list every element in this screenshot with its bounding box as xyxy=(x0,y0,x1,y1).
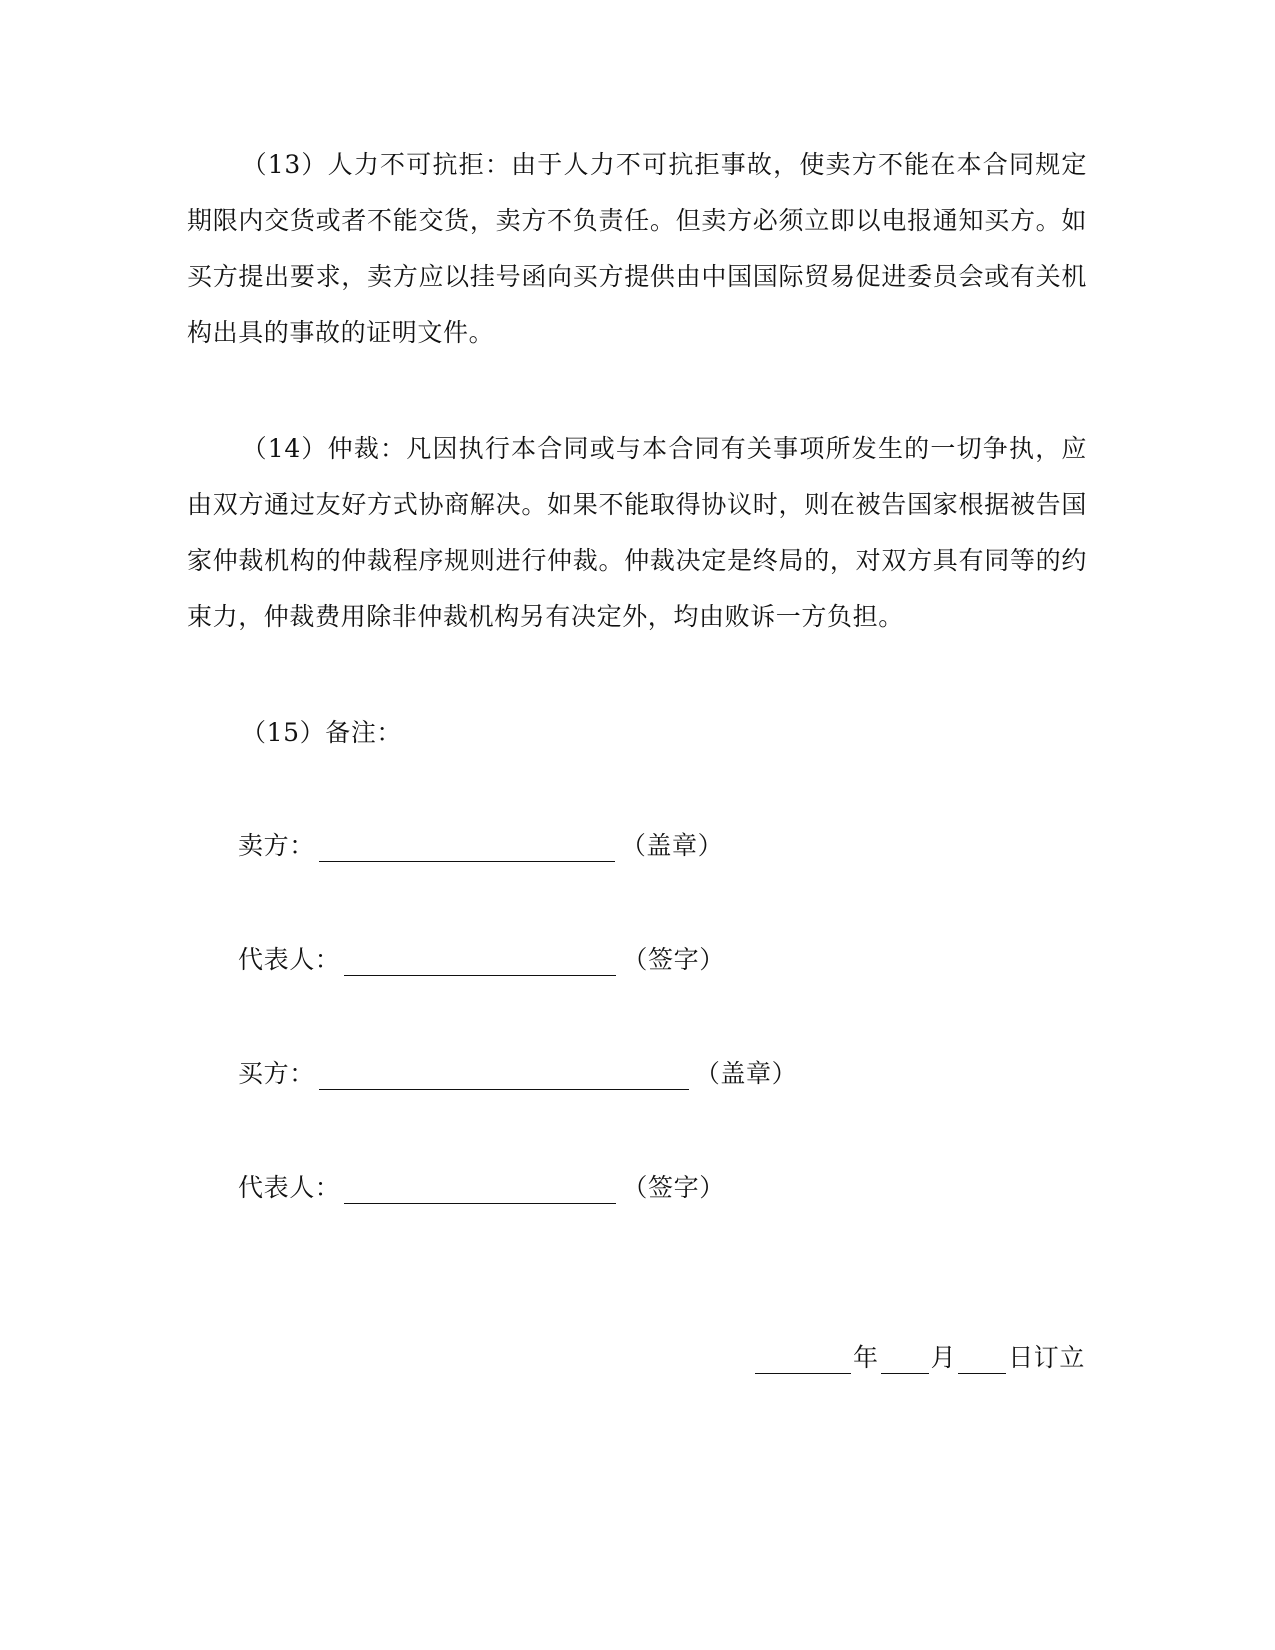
seller-seal-note: （盖章） xyxy=(620,831,724,860)
buyer-seal-note: （盖章） xyxy=(694,1059,798,1088)
date-row xyxy=(753,1340,1085,1376)
clause-number: （14） xyxy=(241,434,328,463)
clause-15-remarks xyxy=(187,705,1087,761)
year-blank-line[interactable] xyxy=(755,1343,851,1374)
month-label: 月 xyxy=(930,1343,957,1372)
seller-label: 卖方： xyxy=(238,831,315,860)
buyer-signature-row xyxy=(238,1056,797,1092)
clause-13 xyxy=(187,137,1087,361)
seller-signature-row xyxy=(238,828,723,864)
seller-representative-row xyxy=(238,942,725,978)
month-blank-line[interactable] xyxy=(881,1343,929,1374)
clause-number: （13） xyxy=(241,150,328,179)
buyer-rep-blank-line[interactable] xyxy=(344,1173,616,1204)
clause-number: （15） xyxy=(241,718,326,747)
seller-rep-blank-line[interactable] xyxy=(344,945,616,976)
seller-rep-label: 代表人： xyxy=(238,945,341,974)
seller-blank-line[interactable] xyxy=(319,831,615,862)
year-label: 年 xyxy=(852,1343,879,1372)
buyer-representative-row xyxy=(238,1170,725,1206)
clause-14 xyxy=(187,421,1087,645)
day-label: 日订立 xyxy=(1008,1343,1085,1372)
seller-rep-sign-note: （签字） xyxy=(622,945,725,974)
buyer-blank-line[interactable] xyxy=(319,1059,689,1090)
clause-text: 备注： xyxy=(325,718,403,747)
clause-text: 人力不可抗拒：由于人力不可抗拒事故，使卖方不能在本合同规定期限内交货或者不能交货，卖方不负责任。但卖方必须立即以电报通知买方。如买方提出要求，卖方应以挂号函向买方提供由中国国际贸易促进委员会或有关机构出具的事故的证明文件。 xyxy=(187,150,1087,347)
day-blank-line[interactable] xyxy=(958,1343,1006,1374)
buyer-label: 买方： xyxy=(238,1059,315,1088)
buyer-rep-label: 代表人： xyxy=(238,1173,341,1202)
clause-text: 仲裁：凡因执行本合同或与本合同有关事项所发生的一切争执，应由双方通过友好方式协商解决。如果不能取得协议时，则在被告国家根据被告国家仲裁机构的仲裁程序规则进行仲裁。仲裁决定是终局的，对双方具有同等的约束力，仲裁费用除非仲裁机构另有决定外，均由败诉一方负担。 xyxy=(187,434,1087,631)
buyer-rep-sign-note: （签字） xyxy=(622,1173,725,1202)
